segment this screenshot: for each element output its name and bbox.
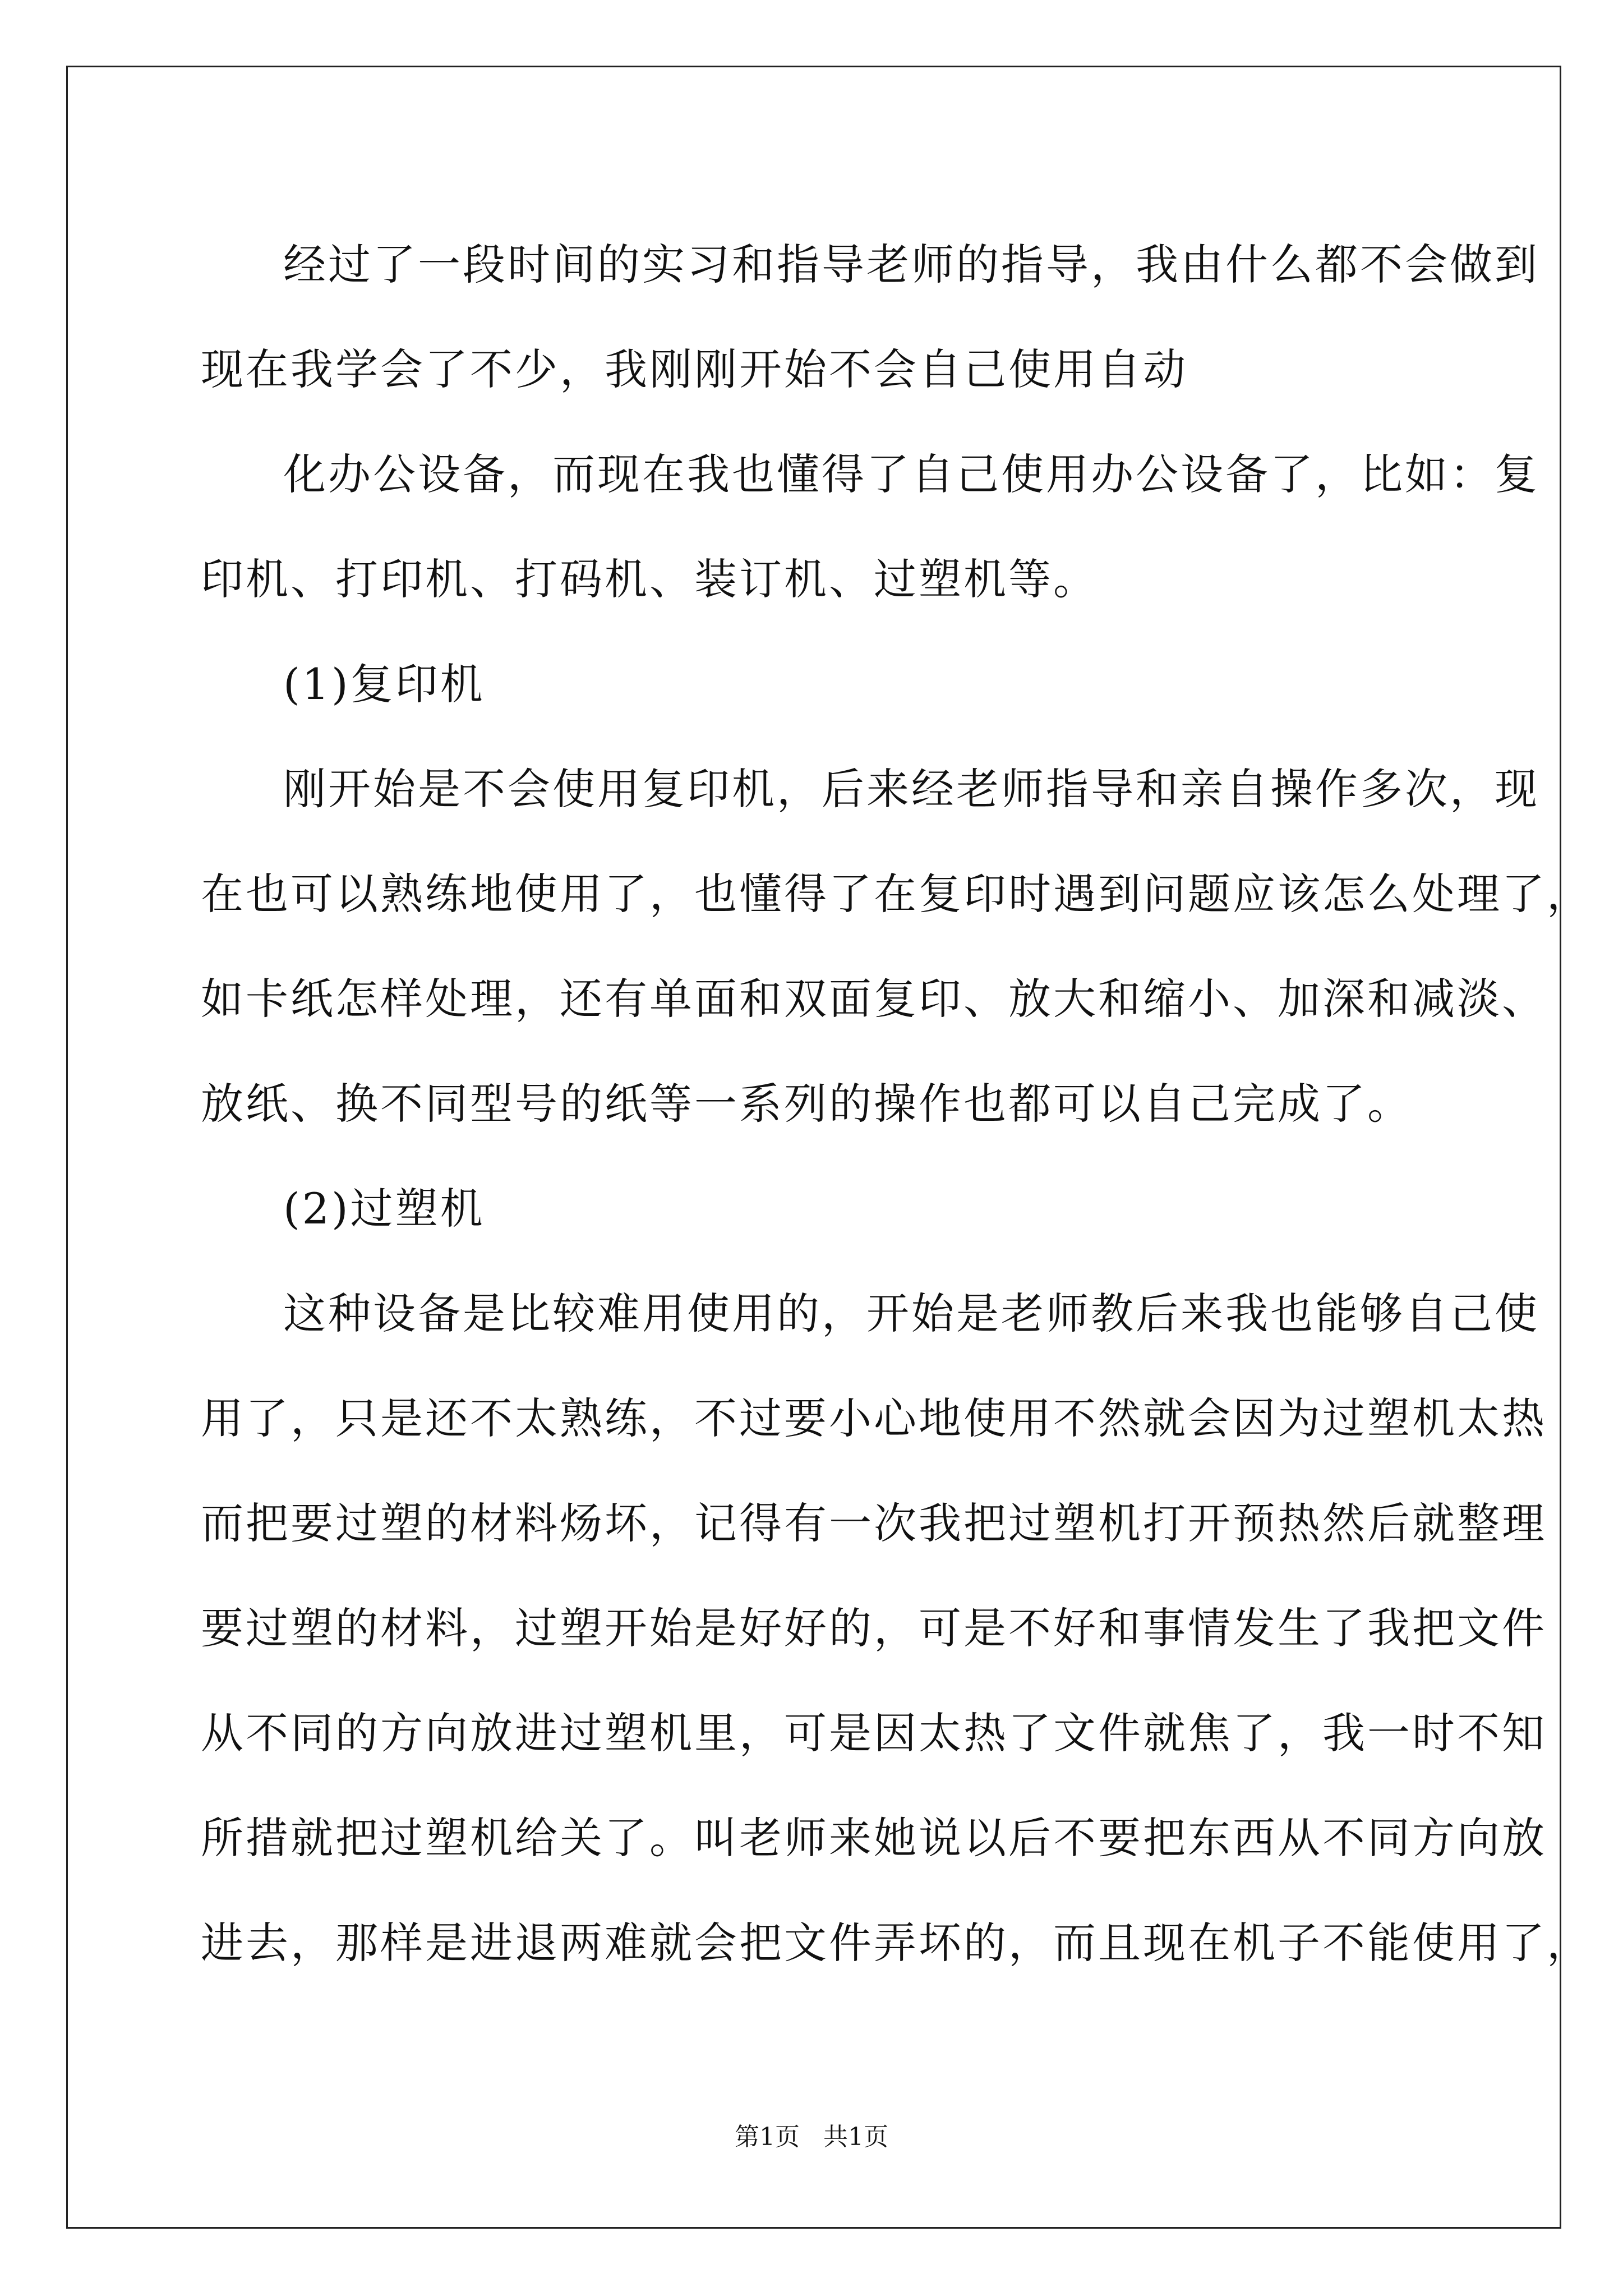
text-line: 这种设备是比较难用使用的，开始是老师教后来我也能够自己使 bbox=[283, 1289, 1539, 1338]
text-line: (1)复印机 bbox=[283, 659, 485, 709]
text-line: 从不同的方向放进过塑机里，可是因太热了文件就焦了，我一时不知 bbox=[201, 1708, 1547, 1758]
text-line: 所措就把过塑机给关了。叫老师来她说以后不要把东西从不同方向放 bbox=[201, 1813, 1547, 1863]
text-line: 进去，那样是进退两难就会把文件弄坏的，而且现在机子不能使用了， bbox=[201, 1918, 1592, 1968]
page-footer: 第1页 共1页 bbox=[735, 2123, 888, 2151]
text-line: 用了，只是还不太熟练，不过要小心地使用不然就会因为过塑机太热 bbox=[201, 1393, 1547, 1443]
text-line: 放纸、换不同型号的纸等一系列的操作也都可以自己完成了。 bbox=[201, 1079, 1412, 1129]
document-body bbox=[201, 212, 1592, 1995]
text-line: 如卡纸怎样处理，还有单面和双面复印、放大和缩小、加深和减淡、 bbox=[201, 974, 1547, 1024]
text-line: 经过了一段时间的实习和指导老师的指导，我由什么都不会做到 bbox=[283, 240, 1539, 289]
text-line: (2)过塑机 bbox=[283, 1184, 485, 1234]
text-line: 现在我学会了不少，我刚刚开始不会自己使用自动 bbox=[201, 344, 1188, 394]
text-line: 在也可以熟练地使用了，也懂得了在复印时遇到问题应该怎么处理了， bbox=[201, 869, 1592, 919]
text-line: 化办公设备，而现在我也懂得了自己使用办公设备了，比如：复 bbox=[283, 449, 1539, 499]
text-line: 印机、打印机、打码机、装订机、过塑机等。 bbox=[201, 554, 1098, 604]
text-line: 要过塑的材料，过塑开始是好好的，可是不好和事情发生了我把文件 bbox=[201, 1603, 1547, 1653]
text-line: 而把要过塑的材料炀坏，记得有一次我把过塑机打开预热然后就整理 bbox=[201, 1498, 1547, 1548]
text-line: 刚开始是不会使用复印机，后来经老师指导和亲自操作多次，现 bbox=[283, 764, 1539, 814]
